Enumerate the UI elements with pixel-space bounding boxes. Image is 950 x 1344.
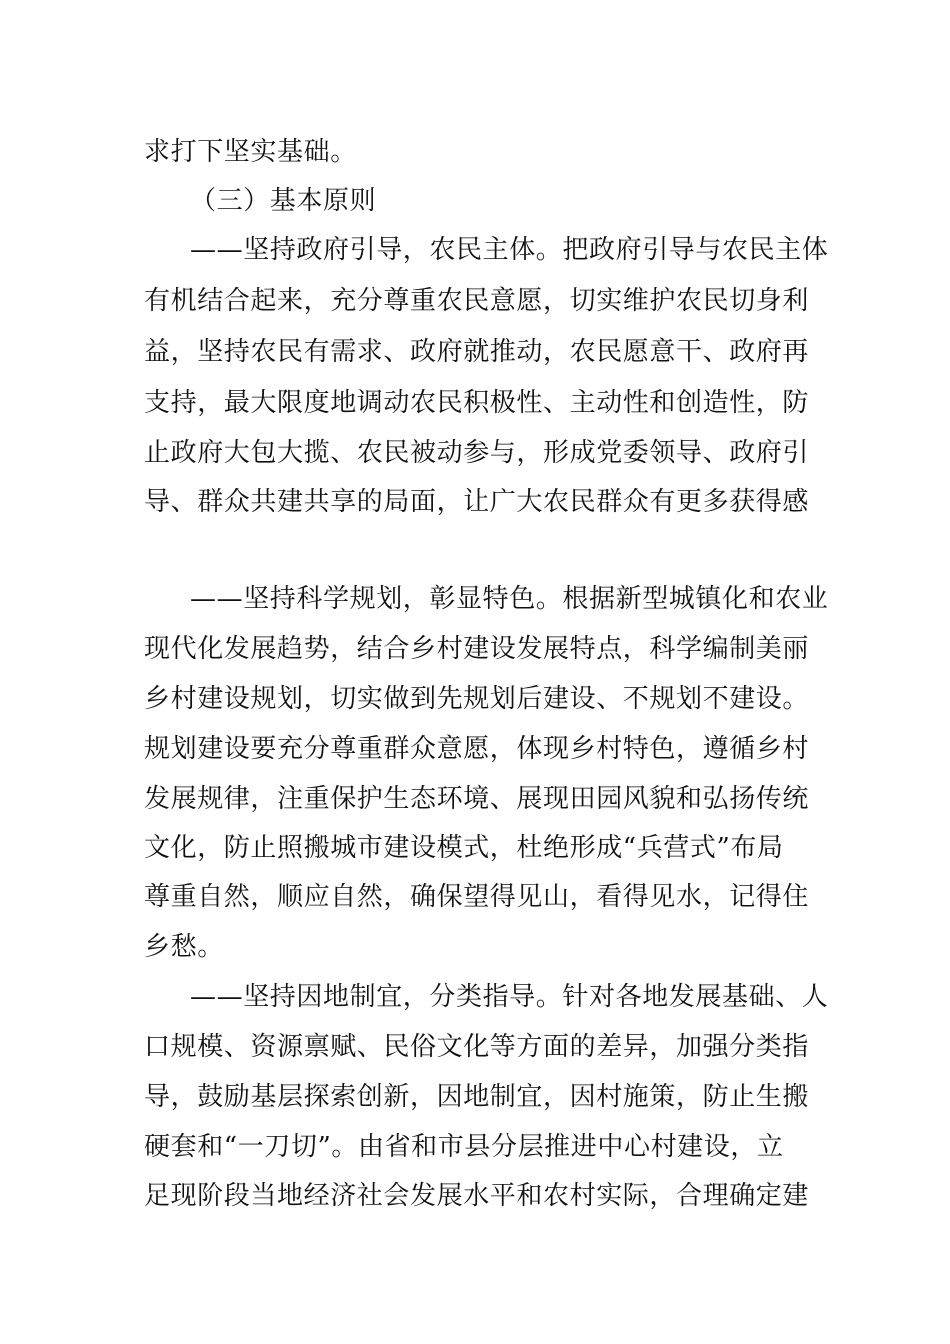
- text-line-19: 导，鼓励基层探索创新，因地制宜，因村施策，防止生搬: [144, 1082, 810, 1112]
- text-line-4: 有机结合起来，充分尊重农民意愿，切实维护农民切身利: [144, 286, 810, 316]
- text-line-21: 足现阶段当地经济社会发展水平和农村实际，合理确定建: [144, 1181, 810, 1211]
- text-line-3: ——坚持政府引导，农民主体。把政府引导与农民主体: [190, 235, 829, 265]
- text-line-1: 求打下坚实基础。: [144, 137, 357, 167]
- text-line-5: 益，坚持农民有需求、政府就推动，农民愿意干、政府再: [144, 337, 810, 367]
- text-line-8: 导、群众共建共享的局面，让广大农民群众有更多获得感: [144, 487, 810, 517]
- text-line-15: 尊重自然，顺应自然，确保望得见山，看得见水，记得住: [144, 882, 810, 912]
- text-line-14: 文化，防止照搬城市建设模式，杜绝形成“兵营式”布局: [144, 833, 784, 863]
- text-line-13: 发展规律，注重保护生态环境、展现田园风貌和弘扬传统: [144, 784, 810, 814]
- section-heading: （三）基本原则: [190, 186, 377, 216]
- text-line-17: ——坚持因地制宜，分类指导。针对各地发展基础、人: [190, 982, 829, 1012]
- text-line-6: 支持，最大限度地调动农民积极性、主动性和创造性，防: [144, 388, 810, 418]
- text-line-18: 口规模、资源禀赋、民俗文化等方面的差异，加强分类指: [144, 1032, 810, 1062]
- text-line-11: 乡村建设规划，切实做到先规划后建设、不规划不建设。: [144, 684, 810, 714]
- text-line-10: 现代化发展趋势，结合乡村建设发展特点，科学编制美丽: [144, 634, 810, 664]
- text-line-20: 硬套和“一刀切”。由省和市县分层推进中心村建设，立: [144, 1132, 784, 1162]
- text-line-9: ——坚持科学规划，彰显特色。根据新型城镇化和农业: [190, 584, 829, 614]
- text-line-16: 乡愁。: [144, 932, 224, 962]
- text-line-7: 止政府大包大揽、农民被动参与，形成党委领导、政府引: [144, 438, 810, 468]
- text-line-12: 规划建设要充分尊重群众意愿，体现乡村特色，遵循乡村: [144, 734, 810, 764]
